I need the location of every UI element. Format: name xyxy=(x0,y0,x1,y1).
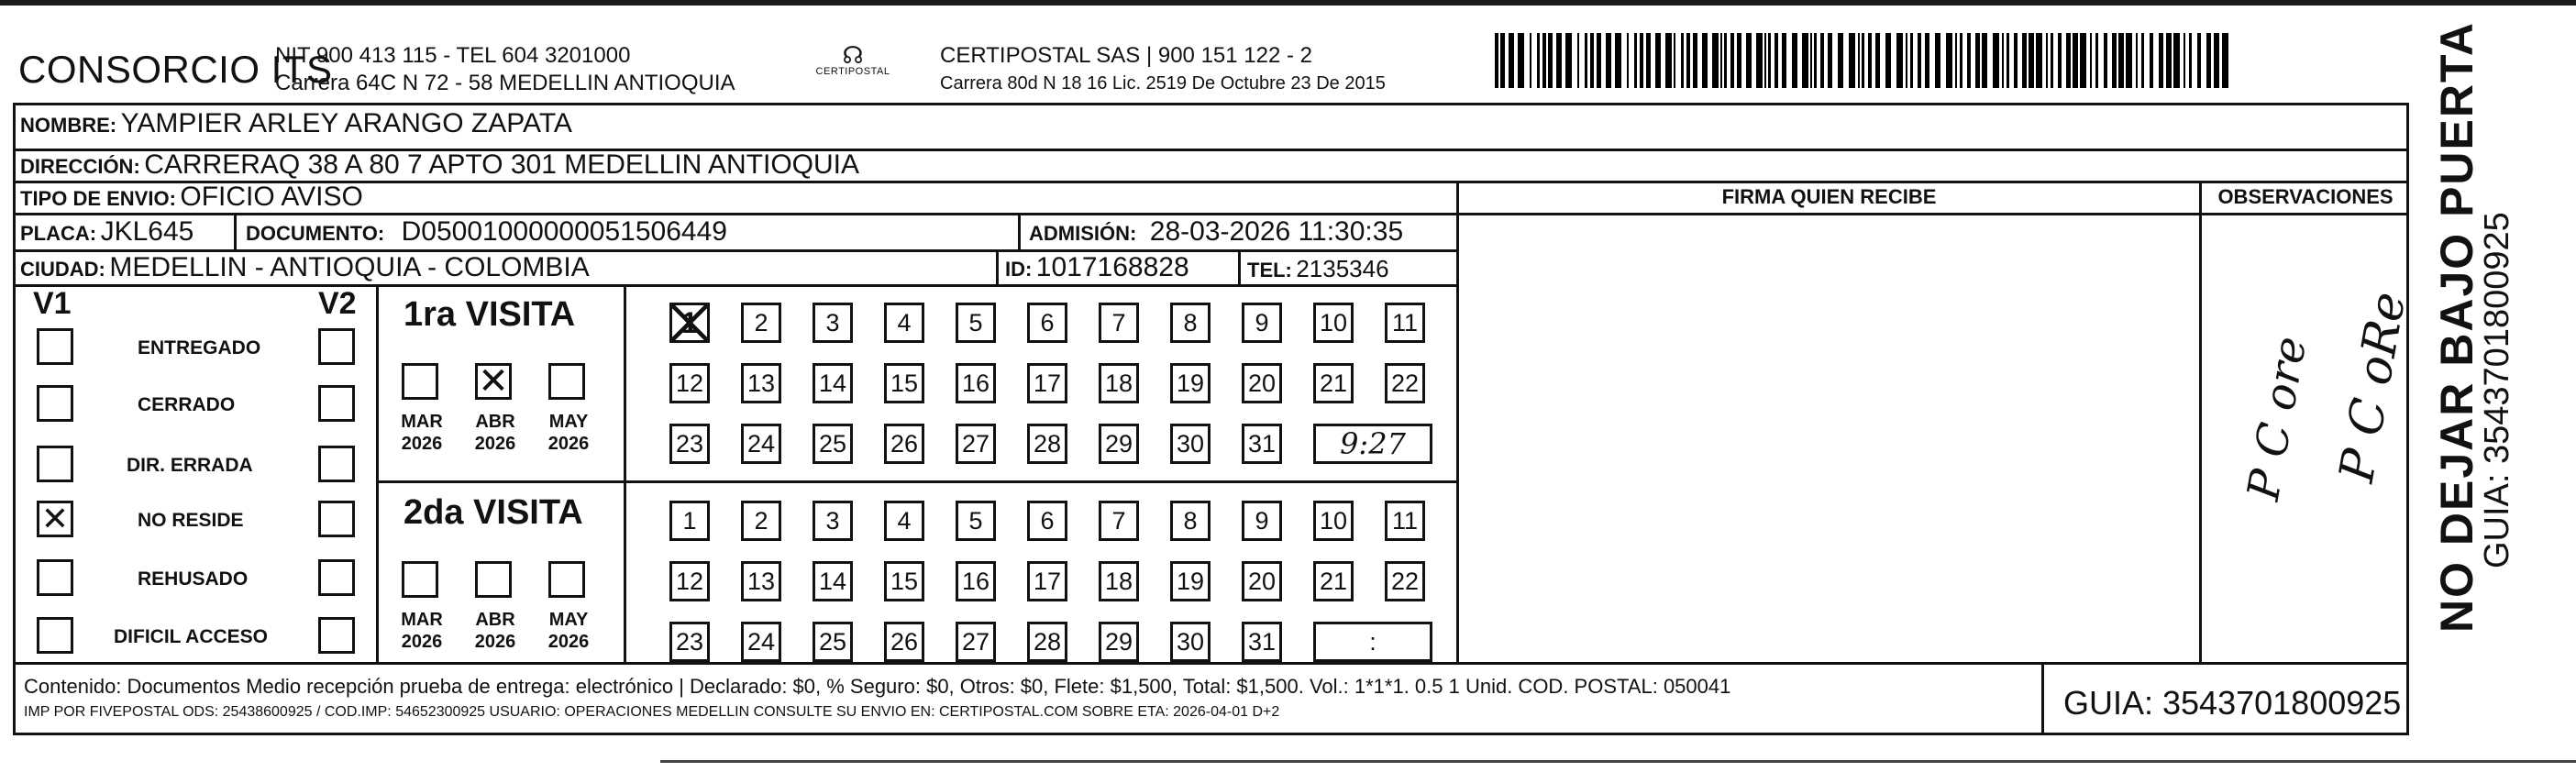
day-box[interactable]: 7 xyxy=(1099,303,1139,343)
barcode-bar xyxy=(1896,33,1903,88)
barcode-bar xyxy=(2080,33,2086,88)
row-divider xyxy=(13,213,2409,215)
direccion-value: CARRERAQ 38 A 80 7 APTO 301 MEDELLIN ANTIOQUIA xyxy=(144,149,859,180)
row-divider xyxy=(13,284,1456,287)
v1-header: V1 xyxy=(33,286,72,321)
day-box[interactable]: 29 xyxy=(1099,622,1139,662)
admision-value: 28-03-2026 11:30:35 xyxy=(1149,216,1404,247)
barcode-bar xyxy=(1756,33,1763,88)
barcode-bar xyxy=(2007,33,2009,88)
barcode-bar xyxy=(1737,33,1741,88)
placa-field xyxy=(20,216,193,248)
section-divider xyxy=(376,284,379,662)
side-label xyxy=(2430,21,2483,633)
barcode-bar xyxy=(2166,33,2172,88)
barcode-bar xyxy=(2036,33,2042,88)
time-box[interactable]: : xyxy=(1313,622,1432,662)
day-box[interactable]: 2 xyxy=(741,501,781,541)
status-label: REHUSADO xyxy=(138,568,249,590)
month-year: 2026 xyxy=(401,434,443,454)
barcode-bar xyxy=(1681,33,1684,88)
barcode-bar xyxy=(1764,33,1766,88)
day-box[interactable]: 13 xyxy=(741,561,781,601)
day-box[interactable]: 15 xyxy=(884,363,924,403)
day-box[interactable]: 21 xyxy=(1313,363,1354,403)
barcode-bar xyxy=(1509,33,1514,88)
day-box[interactable]: 4 xyxy=(884,303,924,343)
barcode-bar xyxy=(2206,33,2211,88)
barcode-bar xyxy=(2014,33,2018,88)
v1-checkbox[interactable] xyxy=(37,559,73,596)
v1-checkbox[interactable] xyxy=(37,328,73,365)
day-box[interactable]: 26 xyxy=(884,424,924,464)
carrier-address: Carrera 80d N 18 16 Lic. 2519 De Octubre 23 De 2015 xyxy=(940,73,1386,94)
day-box[interactable]: 23 xyxy=(669,424,710,464)
brand-name: CONSORCIO ITS xyxy=(18,48,333,91)
day-box[interactable]: 1 xyxy=(669,303,710,343)
id-field xyxy=(1005,252,1189,283)
barcode-bar xyxy=(1640,33,1643,88)
barcode-bar xyxy=(1862,33,1864,88)
v1-checkbox[interactable] xyxy=(37,617,73,654)
day-box[interactable]: 29 xyxy=(1099,424,1139,464)
v2-checkbox[interactable] xyxy=(318,617,355,654)
handwritten-note: P C ore xyxy=(2238,332,2317,504)
month-checkbox[interactable] xyxy=(475,561,512,598)
barcode-bar xyxy=(1993,33,1999,88)
admision-field xyxy=(1029,216,1403,248)
barcode-bar xyxy=(1548,33,1553,88)
status-label: NO RESIDE xyxy=(138,510,244,531)
handwritten-note: P C oRe xyxy=(2329,288,2417,487)
day-box[interactable]: 12 xyxy=(669,561,710,601)
barcode-bar xyxy=(2222,33,2228,88)
barcode-bar xyxy=(1868,33,1872,88)
month-year: 2026 xyxy=(547,632,590,652)
placa-value: JKL645 xyxy=(100,216,194,247)
barcode-bar xyxy=(1814,33,1817,88)
day-box[interactable]: 9 xyxy=(1242,303,1282,343)
visit-divider xyxy=(376,480,1456,483)
v1-checkbox[interactable] xyxy=(37,446,73,482)
barcode-bar xyxy=(2073,33,2078,88)
nit-line: NIT 900 413 115 - TEL 604 3201000 xyxy=(275,43,631,68)
day-box[interactable]: 26 xyxy=(884,622,924,662)
month-year: 2026 xyxy=(401,632,443,652)
month-checkbox[interactable] xyxy=(548,561,585,598)
carrier-info xyxy=(940,42,1386,97)
month-name: MAR xyxy=(401,610,443,630)
documento-label: DOCUMENTO: xyxy=(246,222,385,245)
barcode-bar xyxy=(1774,33,1778,88)
month-checkbox[interactable]: ✕ xyxy=(475,363,512,400)
cell-divider xyxy=(1238,249,1241,284)
barcode-bar xyxy=(2159,33,2163,88)
tel-field xyxy=(1247,255,1389,283)
day-box[interactable]: 27 xyxy=(956,622,996,662)
month-name: MAY xyxy=(548,412,589,432)
month-name: ABR xyxy=(475,412,515,432)
v2-checkbox[interactable] xyxy=(318,501,355,537)
barcode-bar xyxy=(1838,33,1843,88)
column-divider xyxy=(1456,181,1459,662)
barcode-bar xyxy=(1802,33,1808,88)
day-box[interactable]: 18 xyxy=(1099,561,1139,601)
nombre-value: YAMPIER ARLEY ARANGO ZAPATA xyxy=(120,108,572,138)
barcode-bar xyxy=(1906,33,1907,88)
barcode-bar xyxy=(1597,33,1601,88)
barcode-bar xyxy=(2104,33,2107,88)
day-box[interactable]: 19 xyxy=(1170,561,1211,601)
column-divider xyxy=(2199,181,2202,662)
barcode-bar xyxy=(1577,33,1579,88)
day-box[interactable]: 8 xyxy=(1170,501,1211,541)
month-label xyxy=(543,609,594,653)
barcode-bar xyxy=(1537,33,1540,88)
day-box[interactable]: 8 xyxy=(1170,303,1211,343)
barcode-bar xyxy=(2214,33,2219,88)
cell-divider xyxy=(996,249,999,284)
barcode-bar xyxy=(1634,33,1637,88)
print-info-line: IMP POR FIVEPOSTAL ODS: 25438600925 / COD.IMP: 54652300925 USUARIO: OPERACIONES MEDELLIN CONSULTE SU ENVIO EN: CERTIPOSTAL.COM SOBRE ETA: 2026-04-01 D+2 xyxy=(24,704,1280,720)
barcode-bar xyxy=(1665,33,1672,88)
barcode-bar xyxy=(1810,33,1812,88)
address-line: Carrera 64C N 72 - 58 MEDELLIN ANTIOQUIA xyxy=(275,71,735,95)
barcode-bar xyxy=(1975,33,1980,88)
day-box[interactable]: 12 xyxy=(669,363,710,403)
v2-checkbox[interactable] xyxy=(318,559,355,596)
barcode-bar xyxy=(1910,33,1913,88)
barcode-bar xyxy=(1686,33,1690,88)
bottom-border xyxy=(660,760,2576,763)
day-box[interactable]: 10 xyxy=(1313,303,1354,343)
barcode-bar xyxy=(2141,33,2144,88)
v1-checkbox[interactable] xyxy=(37,385,73,422)
day-box[interactable]: 19 xyxy=(1170,363,1211,403)
barcode-bar xyxy=(2126,33,2132,88)
barcode-bar xyxy=(2090,33,2092,88)
v2-checkbox[interactable] xyxy=(318,328,355,365)
barcode-bar xyxy=(2184,33,2185,88)
barcode-bar xyxy=(1590,33,1594,88)
day-box[interactable]: 14 xyxy=(813,561,853,601)
visit-title: 1ra VISITA xyxy=(404,295,576,334)
barcode-bar xyxy=(1925,33,1929,88)
month-name: MAY xyxy=(548,610,589,630)
barcode-bar xyxy=(2197,33,2201,88)
barcode-bar xyxy=(2029,33,2034,88)
barcode-bar xyxy=(2095,33,2098,88)
documento-field xyxy=(246,216,727,248)
day-box[interactable]: 22 xyxy=(1385,561,1425,601)
month-label xyxy=(396,609,448,653)
nombre-field xyxy=(20,108,572,139)
day-box[interactable]: 4 xyxy=(884,501,924,541)
day-box[interactable]: 2 xyxy=(741,303,781,343)
barcode-bar xyxy=(2022,33,2027,88)
barcode-bar xyxy=(1792,33,1797,88)
day-box[interactable]: 30 xyxy=(1170,424,1211,464)
barcode-bar xyxy=(1768,33,1771,88)
admision-label: ADMISIÓN: xyxy=(1029,222,1137,245)
day-box[interactable]: 14 xyxy=(813,363,853,403)
day-box[interactable]: 30 xyxy=(1170,622,1211,662)
v1-checkbox[interactable]: ✕ xyxy=(37,501,73,537)
direccion-label: DIRECCIÓN: xyxy=(20,155,140,178)
day-box[interactable]: 25 xyxy=(813,424,853,464)
status-label: DIFICIL ACCESO xyxy=(114,626,269,647)
barcode-bar xyxy=(1782,33,1786,88)
barcode-bar xyxy=(2189,33,2192,88)
barcode-bar xyxy=(2173,33,2180,88)
barcode-bar xyxy=(1565,33,1572,88)
month-label xyxy=(470,411,521,455)
barcode-bar xyxy=(1606,33,1611,88)
day-box[interactable]: 27 xyxy=(956,424,996,464)
month-label xyxy=(543,411,594,455)
direccion-field xyxy=(20,149,859,181)
day-box[interactable]: 24 xyxy=(741,424,781,464)
tel-value: 2135346 xyxy=(1296,255,1389,282)
id-label: ID: xyxy=(1005,258,1033,281)
day-box[interactable]: 13 xyxy=(741,363,781,403)
visit-title: 2da VISITA xyxy=(404,493,583,532)
day-box[interactable]: 16 xyxy=(956,561,996,601)
ciudad-label: CIUDAD: xyxy=(20,258,105,281)
barcode-bar xyxy=(1858,33,1860,88)
day-box[interactable]: 31 xyxy=(1242,424,1282,464)
barcode-bar xyxy=(1955,33,1957,88)
documento-value: D05001000000051506449 xyxy=(401,216,727,247)
barcode-bar xyxy=(1885,33,1891,88)
day-box[interactable]: 11 xyxy=(1385,501,1425,541)
day-box[interactable]: 25 xyxy=(813,622,853,662)
side-guia-number: GUIA: 3543701800925 xyxy=(2478,212,2516,568)
status-label: DIR. ERRADA xyxy=(127,455,253,476)
barcode-bar xyxy=(1720,33,1722,88)
month-checkbox[interactable] xyxy=(402,561,438,598)
barcode-bar xyxy=(1918,33,1921,88)
barcode-bar xyxy=(1849,33,1855,88)
day-box[interactable]: 31 xyxy=(1242,622,1282,662)
v2-checkbox[interactable] xyxy=(318,385,355,422)
day-box[interactable]: 16 xyxy=(956,363,996,403)
tipo-field xyxy=(20,182,363,213)
month-name: MAR xyxy=(401,412,443,432)
logo-icon: ☊ xyxy=(842,41,864,69)
status-label: CERRADO xyxy=(138,394,236,415)
month-label xyxy=(470,609,521,653)
day-box[interactable]: 17 xyxy=(1027,561,1067,601)
barcode-bar xyxy=(1724,33,1727,88)
no-dejar-warning: NO DEJAR BAJO PUERTA xyxy=(2431,21,2482,633)
barcode-bar xyxy=(1820,33,1824,88)
barcode-bar xyxy=(2051,33,2053,88)
barcode-bar xyxy=(2058,33,2062,88)
barcode-bar xyxy=(1702,33,1708,88)
barcode-bar xyxy=(1693,33,1697,88)
month-name: ABR xyxy=(475,610,515,630)
observaciones-header: OBSERVACIONES xyxy=(2217,185,2394,208)
tel-label: TEL: xyxy=(1247,259,1292,281)
barcode-bar xyxy=(1746,33,1752,88)
barcode-bar xyxy=(1585,33,1587,88)
barcode-bar xyxy=(1946,33,1952,88)
barcode-bar xyxy=(1712,33,1719,88)
day-box[interactable]: 17 xyxy=(1027,363,1067,403)
barcode-bar xyxy=(1967,33,1971,88)
barcode-bar xyxy=(1627,33,1629,88)
content-line: Contenido: Documentos Medio recepción prueba de entrega: electrónico | Declarado: $0, % Seguro: $0, Otros: $0, Flete: $1,500, Total: $1,500. Vol.: 1*1*1. 0.5 1 Unid. COD. POSTAL: 050041 xyxy=(24,675,1731,698)
cell-divider xyxy=(1018,213,1021,249)
day-box[interactable]: 24 xyxy=(741,622,781,662)
barcode-bar xyxy=(2136,33,2138,88)
tipo-label: TIPO DE ENVIO: xyxy=(20,187,176,210)
carrier-line: CERTIPOSTAL SAS | 900 151 122 - 2 xyxy=(940,43,1312,68)
barcode-bar xyxy=(1674,33,1675,88)
barcode-bar xyxy=(1982,33,1987,88)
day-box[interactable]: 28 xyxy=(1027,622,1067,662)
v2-checkbox[interactable] xyxy=(318,446,355,482)
day-box[interactable]: 9 xyxy=(1242,501,1282,541)
placa-label: PLACA: xyxy=(20,222,97,245)
day-box[interactable]: 23 xyxy=(669,622,710,662)
id-value: 1017168828 xyxy=(1035,252,1189,282)
day-box[interactable]: 10 xyxy=(1313,501,1354,541)
barcode-bar xyxy=(1935,33,1940,88)
day-box[interactable]: 3 xyxy=(813,303,853,343)
barcode-bar xyxy=(1875,33,1880,88)
barcode-bar xyxy=(1730,33,1734,88)
barcode xyxy=(1495,33,2228,88)
row-divider xyxy=(13,181,2409,183)
barcode-bar xyxy=(1542,33,1546,88)
barcode-bar xyxy=(2046,33,2048,88)
barcode-bar xyxy=(2066,33,2071,88)
month-checkbox[interactable] xyxy=(548,363,585,400)
barcode-bar xyxy=(1500,33,1505,88)
day-box[interactable]: 7 xyxy=(1099,501,1139,541)
day-box[interactable]: 5 xyxy=(956,303,996,343)
ciudad-field xyxy=(20,252,590,283)
top-border xyxy=(0,0,2576,6)
day-box[interactable]: 22 xyxy=(1385,363,1425,403)
barcode-bar xyxy=(1828,33,1832,88)
cell-divider xyxy=(234,213,237,249)
time-box[interactable]: 9:27 xyxy=(1313,424,1432,464)
barcode-bar xyxy=(2112,33,2117,88)
company-info xyxy=(275,42,735,97)
firma-header: FIRMA QUIEN RECIBE xyxy=(1721,185,1937,208)
barcode-bar xyxy=(1655,33,1661,88)
month-label xyxy=(396,411,448,455)
month-year: 2026 xyxy=(547,434,590,454)
month-year: 2026 xyxy=(474,632,516,652)
barcode-bar xyxy=(1495,33,1498,88)
month-checkbox[interactable] xyxy=(402,363,438,400)
barcode-bar xyxy=(1615,33,1621,88)
logo-text: CERTIPOSTAL xyxy=(815,66,890,77)
barcode-bar xyxy=(1646,33,1651,88)
barcode-bar xyxy=(2002,33,2004,88)
barcode-bar xyxy=(2118,33,2124,88)
day-box[interactable]: 11 xyxy=(1385,303,1425,343)
barcode-bar xyxy=(1556,33,1562,88)
side-guia xyxy=(2478,212,2517,568)
barcode-bar xyxy=(1518,33,1524,88)
barcode-bar xyxy=(1530,33,1531,88)
barcode-bar xyxy=(1960,33,1962,88)
barcode-bar xyxy=(2150,33,2153,88)
day-box[interactable]: 20 xyxy=(1242,363,1282,403)
day-box[interactable]: 5 xyxy=(956,501,996,541)
day-box[interactable]: 21 xyxy=(1313,561,1354,601)
day-box[interactable]: 6 xyxy=(1027,303,1067,343)
day-box[interactable]: 28 xyxy=(1027,424,1067,464)
ciudad-value: MEDELLIN - ANTIOQUIA - COLOMBIA xyxy=(109,252,590,282)
tipo-value: OFICIO AVISO xyxy=(180,182,363,212)
nombre-label: NOMBRE: xyxy=(20,114,117,137)
day-box[interactable]: 15 xyxy=(884,561,924,601)
guia-number: GUIA: 3543701800925 xyxy=(2063,684,2402,722)
v2-header: V2 xyxy=(318,286,357,321)
day-box[interactable]: 20 xyxy=(1242,561,1282,601)
certipostal-logo xyxy=(807,41,899,77)
status-label: ENTREGADO xyxy=(138,337,261,358)
month-year: 2026 xyxy=(474,434,516,454)
day-box[interactable]: 6 xyxy=(1027,501,1067,541)
section-divider xyxy=(624,284,626,662)
day-box[interactable]: 1 xyxy=(669,501,710,541)
day-box[interactable]: 3 xyxy=(813,501,853,541)
day-box[interactable]: 18 xyxy=(1099,363,1139,403)
